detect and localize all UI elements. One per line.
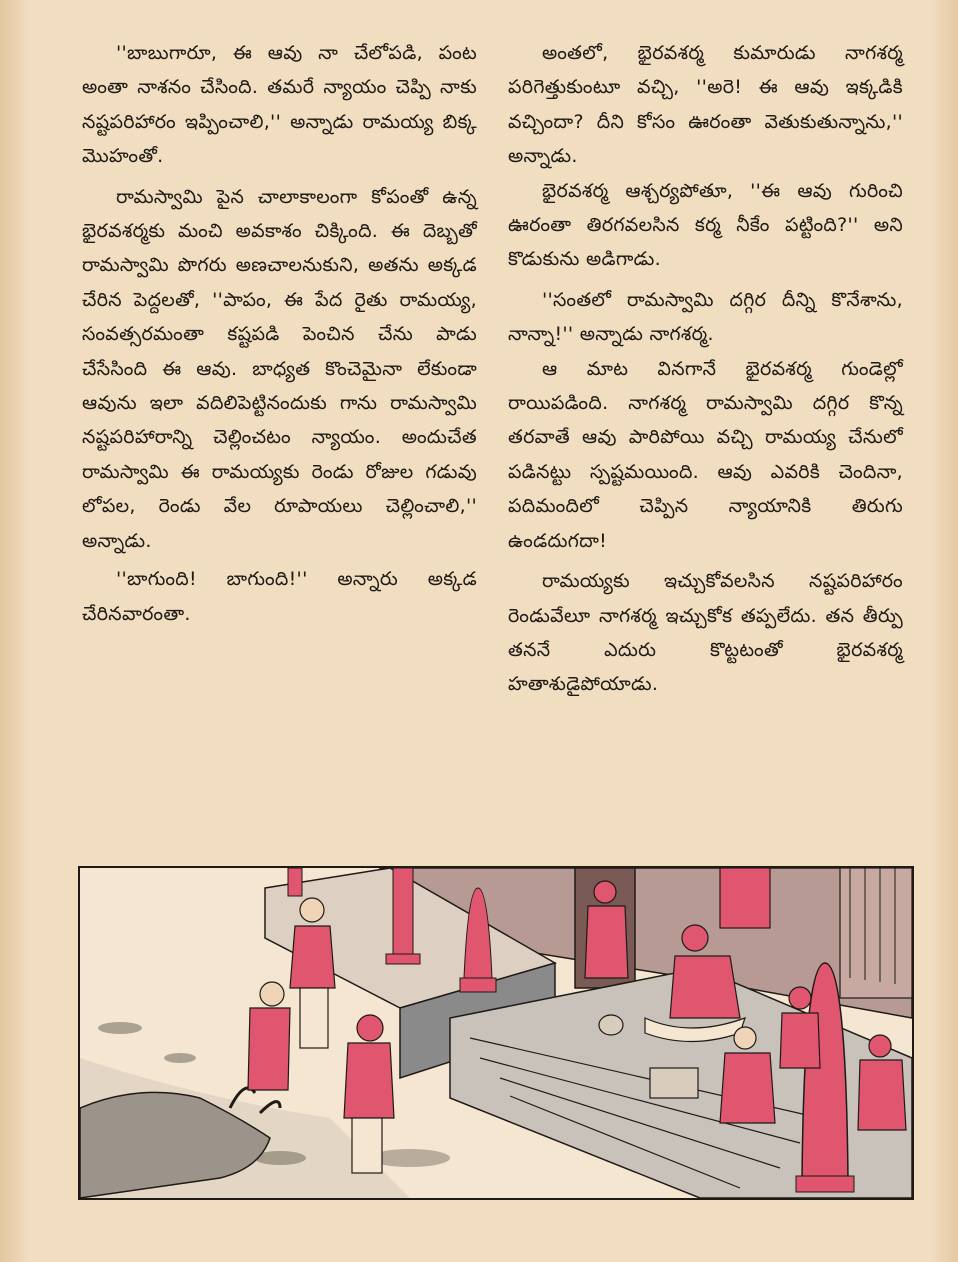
paragraph: అంతలో, భైరవశర్మ కుమారుడు నాగశర్మ పరిగెత్తుకుంటూ వచ్చి, ''అరె! ఈ ఆవు ఇక్కడికి వచ్చిందా? దీని కోసం ఊరంతా వెతుకుతున్నాను,'' అన్నాడు. [508,42,903,168]
left-text-column [82,36,477,631]
paragraph: ''బాగుంది! బాగుంది!'' అన్నారు అక్కడ చేరినవారంతా. [82,568,477,625]
paragraph: ''సంతలో రామస్వామి దగ్గిర దీన్ని కొనేశాను, నాన్నా!'' అన్నాడు నాగశర్మ. [508,288,903,346]
village-scene-drawing [80,868,912,1198]
paragraph: రామస్వామి పైన చాలాకాలంగా కోపంతో ఉన్న భైరవశర్మకు మంచి అవకాశం చిక్కింది. ఈ దెబ్బతో రామస్వామి పొగరు అణచాలనుకుని, అతను అక్కడ చేరిన పెద్దలతో, ''పాపం, ఈ పేద రైతు రామయ్య, సంవత్సరమంతా కష్టపడి పెంచిన చేను పాడు చేసేసింది ఈ ఆవు. బాధ్యత కొంచెమైనా లేకుండా ఆవును ఇలా వదిలిపెట్టినందుకు గాను రామస్వామి నష్టపరిహారాన్ని చెల్లించటం న్యాయం. అందుచేత రామస్వామి ఈ రామయ్యకు రెండు రోజుల గడువు లోపల, రెండు వేల రూపాయలు చెల్లించాలి,'' అన్నాడు. [82,185,477,552]
paragraph: ఆ మాట వినగానే భైరవశర్మ గుండెల్లో రాయిపడింది. నాగశర్మ రామస్వామి దగ్గిర కొన్న తరవాతే ఆవు పారిపోయి వచ్చి రామయ్య చేనులో పడినట్టు స్పష్టమయింది. ఆవు ఎవరికి చెందినా, పదిమందిలో చెప్పిన న్యాయానికి తిరుగు ఉండదుగదా! [508,357,903,552]
story-illustration [78,866,914,1200]
paragraph: రామయ్యకు ఇచ్చుకోవలసిన నష్టపరిహారం రెండువేలూ నాగశర్మ ఇచ్చుకోక తప్పలేదు. తన తీర్పు తననే ఎదురు కొట్టటంతో భైరవశర్మ హతాశుడైపోయాడు. [508,570,903,696]
right-text-column [508,36,903,702]
paragraph: భైరవశర్మ ఆశ్చర్యపోతూ, ''ఈ ఆవు గురించి ఊరంతా తిరగవలసిన కర్మ నీకేం పట్టింది?'' అని కొడుకును అడిగాడు. [508,179,903,271]
paragraph: ''బాబుగారూ, ఈ ఆవు నా చేలోపడి, పంట అంతా నాశనం చేసింది. తమరే న్యాయం చెప్పి నాకు నష్టపరిహారం ఇప్పించాలి,'' అన్నాడు రామయ్య బిక్క మొహంతో. [82,42,477,168]
